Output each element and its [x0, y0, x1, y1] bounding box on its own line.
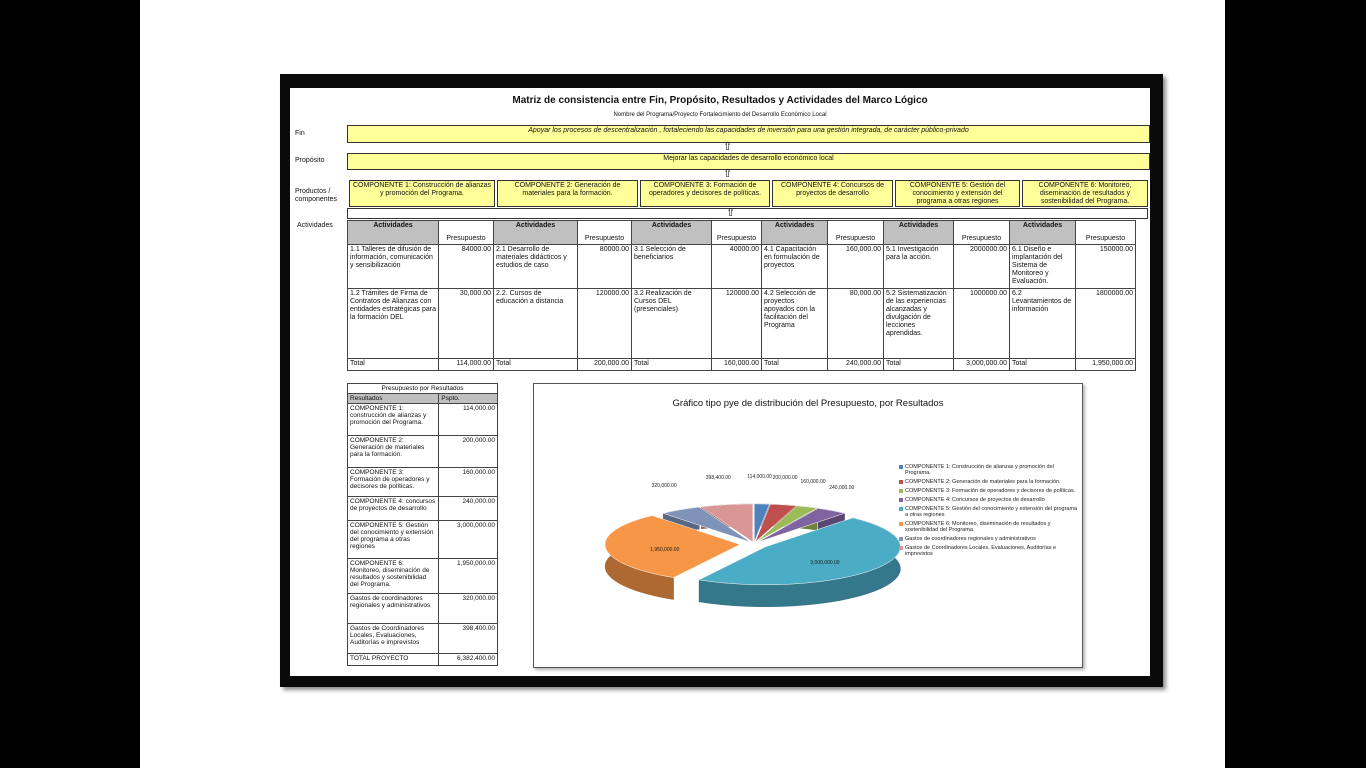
budget-cell: 160,000.00 [828, 245, 884, 289]
budget-cell: 2000000.00 [954, 245, 1010, 289]
budget-cell: 84000.00 [439, 245, 494, 289]
total-value: 200,000.00 [578, 359, 632, 371]
chart-title: Gráfico tipo pye de distribución del Presupuesto, por Resultados [672, 398, 944, 409]
budget-cell: 120000.00 [712, 289, 762, 359]
activity-cell: 3.2 Realización de Cursos DEL (presenciales) [632, 289, 712, 359]
fin-label: Fin [295, 130, 305, 137]
legend-item [899, 506, 1079, 518]
component-2: COMPONENTE 2: Generación de materiales para la formación. [497, 180, 638, 207]
totals-row [348, 359, 1136, 371]
connector-band [347, 208, 1148, 219]
pie-data-label: 114,000.00 [747, 474, 772, 481]
total-label: Total [494, 359, 578, 371]
result-label: COMPONENTE 3: Formación de operadores y decisores de políticas. [348, 468, 439, 497]
activity-cell: 4.2 Selección de proyectos apoyados con la facilitación del Programa [762, 289, 828, 359]
total-value: 1,950,000.00 [1076, 359, 1136, 371]
budget-col-results: Resultados [348, 394, 439, 404]
table-row [348, 497, 498, 521]
legend-label: COMPONENTE 6: Monitoreo, diseminación de resultados y sostenibilidad del Programa. [905, 521, 1051, 533]
up-arrow-icon: ⇧ [723, 141, 733, 153]
table-row [348, 468, 498, 497]
pie-data-label: 398,400.00 [705, 475, 731, 482]
result-value: 398,400.00 [439, 624, 498, 654]
result-label: COMPONENTE 2: Generación de materiales para la formación. [348, 436, 439, 468]
component-6: COMPONENTE 6: Monitoreo, diseminación de resultados y sostenibilidad del Programa. [1022, 180, 1148, 207]
budget-header: Presupuesto [578, 221, 632, 245]
legend-item [899, 521, 1079, 533]
table-row [348, 624, 498, 654]
total-value: 3,000,000.00 [954, 359, 1010, 371]
legend-swatch [899, 546, 903, 550]
legend-item [899, 479, 1079, 485]
budget-cell: 150000.00 [1076, 245, 1136, 289]
total-project-label: TOTAL PROYECTO [348, 654, 439, 666]
budget-cell: 80,000.00 [828, 289, 884, 359]
result-value: 200,000.00 [439, 436, 498, 468]
component-3: COMPONENTE 3: Formación de operadores y decisores de políticas. [640, 180, 770, 207]
pie-data-label: 3,000,000.00 [810, 559, 840, 566]
activity-cell: 2.1 Desarrollo de materiales didácticos y estudios de caso [494, 245, 578, 289]
component-4: COMPONENTE 4: Concursos de proyectos de desarrollo [772, 180, 893, 207]
chart-legend [899, 464, 1079, 560]
table-row [348, 404, 498, 436]
budget-cell: 80000.00 [578, 245, 632, 289]
total-value: 114,000.00 [439, 359, 494, 371]
result-label: COMPONENTE 5: Gestión del conocimiento y extensión del programa a otras regiones [348, 521, 439, 559]
activities-header: Actividades [632, 221, 712, 245]
pie-data-label: 320,000.00 [651, 483, 677, 490]
total-label: Total [348, 359, 439, 371]
activities-header: Actividades [762, 221, 828, 245]
result-value: 1,950,000.00 [439, 559, 498, 594]
budget-by-results-table [347, 383, 498, 666]
budget-col-amount: Pspto. [439, 394, 498, 404]
legend-label: COMPONENTE 5: Gestión del conocimiento y extensión del programa a otras regiones [905, 506, 1078, 518]
pie-chart-panel [533, 383, 1083, 668]
activities-table [347, 220, 1136, 371]
budget-header: Presupuesto [1076, 221, 1136, 245]
legend-item [899, 464, 1079, 476]
pie-data-label: 200,000.00 [772, 475, 798, 482]
budget-table-title: Presupuesto por Resultados [348, 384, 498, 394]
activity-cell: 2.2. Cursos de educación a distancia [494, 289, 578, 359]
activities-header: Actividades [348, 221, 439, 245]
activity-cell: 6.2 Levantamientos de información [1010, 289, 1076, 359]
actividades-label: Actividades [297, 222, 333, 229]
activity-cell: 1.2 Trámites de Firma de Contratos de Alianzas con entidades estratégicas para la formación DEL [348, 289, 439, 359]
legend-item [899, 545, 1079, 557]
component-5: COMPONENTE 5: Gestión del conocimiento y extensión del programa a otras regiones [895, 180, 1020, 207]
result-label: COMPONENTE 4: concursos de proyectos de desarrollo [348, 497, 439, 521]
activity-cell: 1.1 Talleres de difusión de información, comunicación y sensibilización [348, 245, 439, 289]
legend-item [899, 536, 1079, 542]
activity-cell: 6.1 Diseño e implantación del Sistema de Monitoreo y Evaluación. [1010, 245, 1076, 289]
table-row [348, 289, 1136, 359]
legend-swatch [899, 537, 903, 541]
proposito-label: Propósito [295, 157, 325, 164]
result-value: 3,000,000.00 [439, 521, 498, 559]
budget-header: Presupuesto [828, 221, 884, 245]
total-value: 160,000.00 [712, 359, 762, 371]
total-value: 240,000.00 [828, 359, 884, 371]
pie-data-label: 160,000.00 [800, 478, 826, 485]
budget-header: Presupuesto [712, 221, 762, 245]
legend-label: COMPONENTE 2: Generación de materiales para la formación. [905, 479, 1061, 485]
result-value: 240,000.00 [439, 497, 498, 521]
legend-label: COMPONENTE 3: Formación de operadores y decisores de políticas. [905, 488, 1076, 494]
page-title: Matriz de consistencia entre Fin, Propósito, Resultados y Actividades del Marco Lógico [512, 95, 928, 106]
legend-swatch [899, 498, 903, 502]
up-arrow-icon: ⇧ [723, 168, 733, 180]
table-row [348, 559, 498, 594]
legend-swatch [899, 522, 903, 526]
legend-item [899, 497, 1079, 503]
result-label: COMPONENTE 1: construcción de alianzas y promoción del Programa. [348, 404, 439, 436]
budget-cell: 40000.00 [712, 245, 762, 289]
legend-swatch [899, 489, 903, 493]
total-row [348, 654, 498, 666]
total-label: Total [762, 359, 828, 371]
budget-cell: 1000000.00 [954, 289, 1010, 359]
total-label: Total [884, 359, 954, 371]
legend-label: COMPONENTE 4: Concursos de proyectos de desarrollo [905, 497, 1045, 503]
total-label: Total [632, 359, 712, 371]
table-row [348, 594, 498, 624]
budget-header: Presupuesto [954, 221, 1010, 245]
legend-label: COMPONENTE 1: Construcción de alianzas y promoción del Programa. [905, 464, 1054, 476]
result-value: 320,000.00 [439, 594, 498, 624]
result-value: 114,000.00 [439, 404, 498, 436]
activities-header: Actividades [1010, 221, 1076, 245]
legend-swatch [899, 480, 903, 484]
fin-band: Apoyar los procesos de descentralización , fortaleciendo las capacidades de inversión para una gestión integrada, de carácter público-privado [347, 125, 1150, 143]
activities-header: Actividades [494, 221, 578, 245]
table-row [348, 521, 498, 559]
result-label: Gastos de coordinadores regionales y administrativos [348, 594, 439, 624]
table-row [348, 436, 498, 468]
legend-label: Gastos de coordinadores regionales y administrativos [905, 536, 1036, 542]
component-1: COMPONENTE 1: Construcción de alianzas y promoción del Programa. [349, 180, 495, 207]
activity-cell: 4.1 Capacitación en formulación de proyectos [762, 245, 828, 289]
up-arrow-icon: ⇧ [726, 207, 736, 219]
activities-header: Actividades [884, 221, 954, 245]
legend-label: Gastos de Coordinadores Locales, Evaluaciones, Auditorías e imprevistos [905, 545, 1057, 557]
budget-cell: 30,000.00 [439, 289, 494, 359]
table-row [348, 245, 1136, 289]
legend-swatch [899, 507, 903, 511]
activity-cell: 5.1 Investigación para la acción. [884, 245, 954, 289]
budget-header: Presupuesto [439, 221, 494, 245]
activity-cell: 3.1 Selección de beneficiarios [632, 245, 712, 289]
total-project-value: 6,382,400.00 [439, 654, 498, 666]
result-label: COMPONENTE 6: Monitoreo, diseminación de resultados y sostenibilidad del Programa. [348, 559, 439, 594]
result-value: 160,000.00 [439, 468, 498, 497]
productos-label: Productos / componentes [295, 188, 338, 203]
pie-data-label: 1,950,000.00 [650, 547, 680, 554]
legend-swatch [899, 465, 903, 469]
proposito-band: Mejorar las capacidades de desarrollo económico local [347, 153, 1150, 170]
budget-cell: 120000.00 [578, 289, 632, 359]
budget-cell: 1800000.00 [1076, 289, 1136, 359]
pie-data-label: 240,000.00 [829, 484, 855, 491]
legend-item [899, 488, 1079, 494]
result-label: Gastos de Coordinadores Locales, Evaluaciones, Auditorías e imprevistos [348, 624, 439, 654]
activity-cell: 5.2 Sistematización de las experiencias alcanzadas y divulgación de lecciones aprendidas. [884, 289, 954, 359]
total-label: Total [1010, 359, 1076, 371]
project-name: Nombre del Programa/Proyecto Fortalecimiento del Desarrollo Económico Local [613, 112, 827, 118]
